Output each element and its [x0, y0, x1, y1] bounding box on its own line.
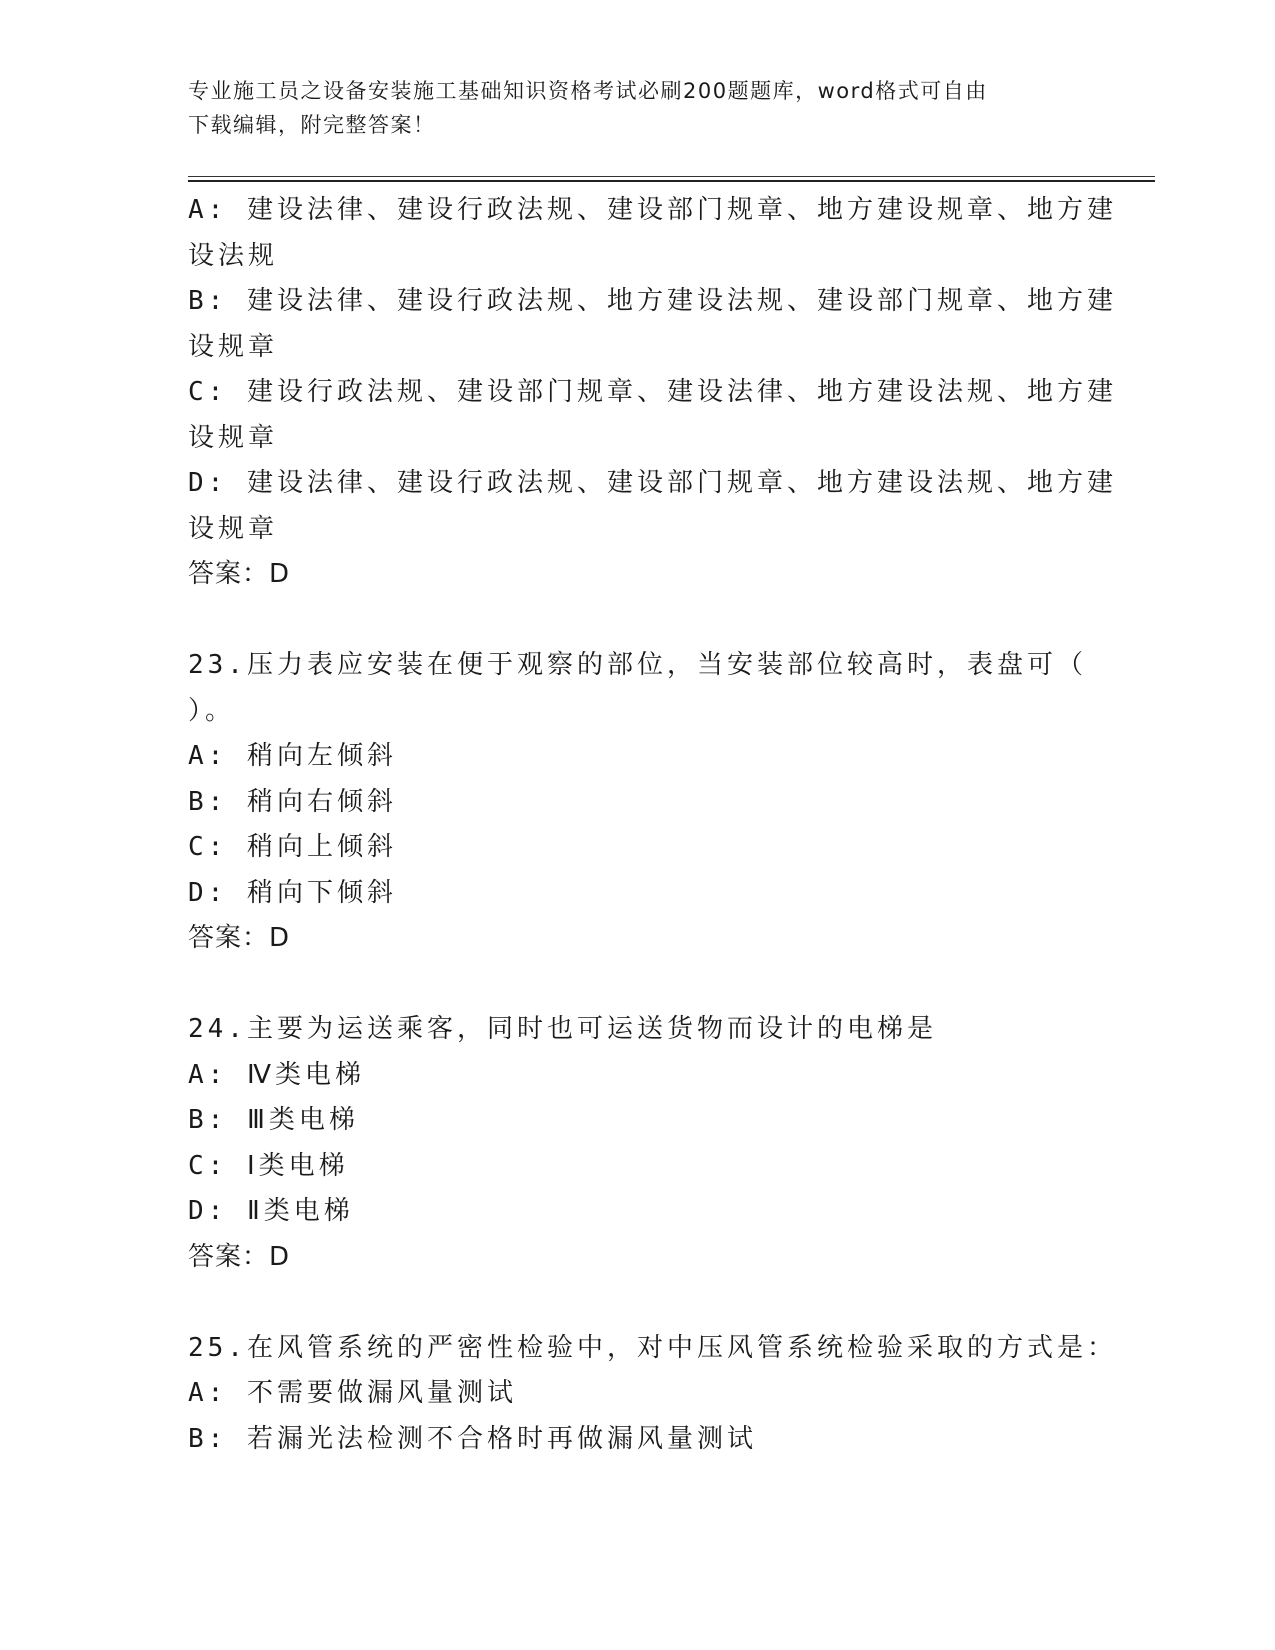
option-c: C: Ⅰ类电梯 — [188, 1150, 349, 1181]
question-24 — [188, 1007, 1088, 1280]
option-c: C: 建设行政法规、建设部门规章、建设法律、地方建设法规、地方建 — [188, 377, 1117, 407]
option-a-continued: 设法规 — [188, 240, 279, 271]
option-a: A: Ⅳ类电梯 — [188, 1059, 365, 1090]
header-divider-thick — [188, 180, 1155, 182]
question-stem: 25.在风管系统的严密性检验中，对中压风管系统检验采取的方式是： — [188, 1332, 1117, 1363]
option-b: B: 建设法律、建设行政法规、地方建设法规、建设部门规章、地方建 — [188, 286, 1117, 316]
option-a: A: 建设法律、建设行政法规、建设部门规章、地方建设规章、地方建 — [188, 195, 1117, 225]
answer: 答案：D — [188, 1241, 291, 1272]
spacer — [188, 962, 1088, 1008]
question-stem: 24.主要为运送乘客，同时也可运送货物而设计的电梯是 — [188, 1014, 937, 1044]
option-b-continued: 设规章 — [188, 331, 279, 362]
spacer — [188, 598, 1088, 644]
option-d: D: 建设法律、建设行政法规、建设部门规章、地方建设法规、地方建 — [188, 468, 1117, 498]
answer: 答案：D — [188, 923, 291, 953]
header-divider-thin — [188, 176, 1155, 177]
question-25 — [188, 1326, 1117, 1463]
question-stem-continued: ）。 — [188, 695, 236, 726]
option-b: B: Ⅲ类电梯 — [188, 1105, 359, 1135]
spacer — [188, 1280, 1088, 1326]
question-stem: 23.压力表应安装在便于观察的部位，当安装部位较高时，表盘可（ — [188, 650, 1087, 680]
option-d: D: Ⅱ类电梯 — [188, 1196, 354, 1226]
option-d: D: 稍向下倾斜 — [188, 877, 397, 908]
question-list — [188, 188, 1117, 1462]
header-line-1: 专业施工员之设备安装施工基础知识资格考试必刷200题题库，word格式可自由 — [188, 79, 988, 103]
option-c: C: 稍向上倾斜 — [188, 832, 397, 862]
answer: 答案：D — [188, 559, 291, 589]
option-d-continued: 设规章 — [188, 513, 279, 544]
option-a: A: 稍向左倾斜 — [188, 741, 397, 771]
header-line-2: 下载编辑，附完整答案！ — [188, 113, 436, 137]
question-23 — [188, 643, 1088, 962]
option-b: B: 若漏光法检测不合格时再做漏风量测试 — [188, 1423, 757, 1454]
option-a: A: 不需要做漏风量测试 — [188, 1378, 517, 1408]
option-c-continued: 设规章 — [188, 422, 279, 453]
document-header — [188, 74, 1088, 142]
question-22 — [188, 188, 1117, 598]
option-b: B: 稍向右倾斜 — [188, 786, 397, 817]
